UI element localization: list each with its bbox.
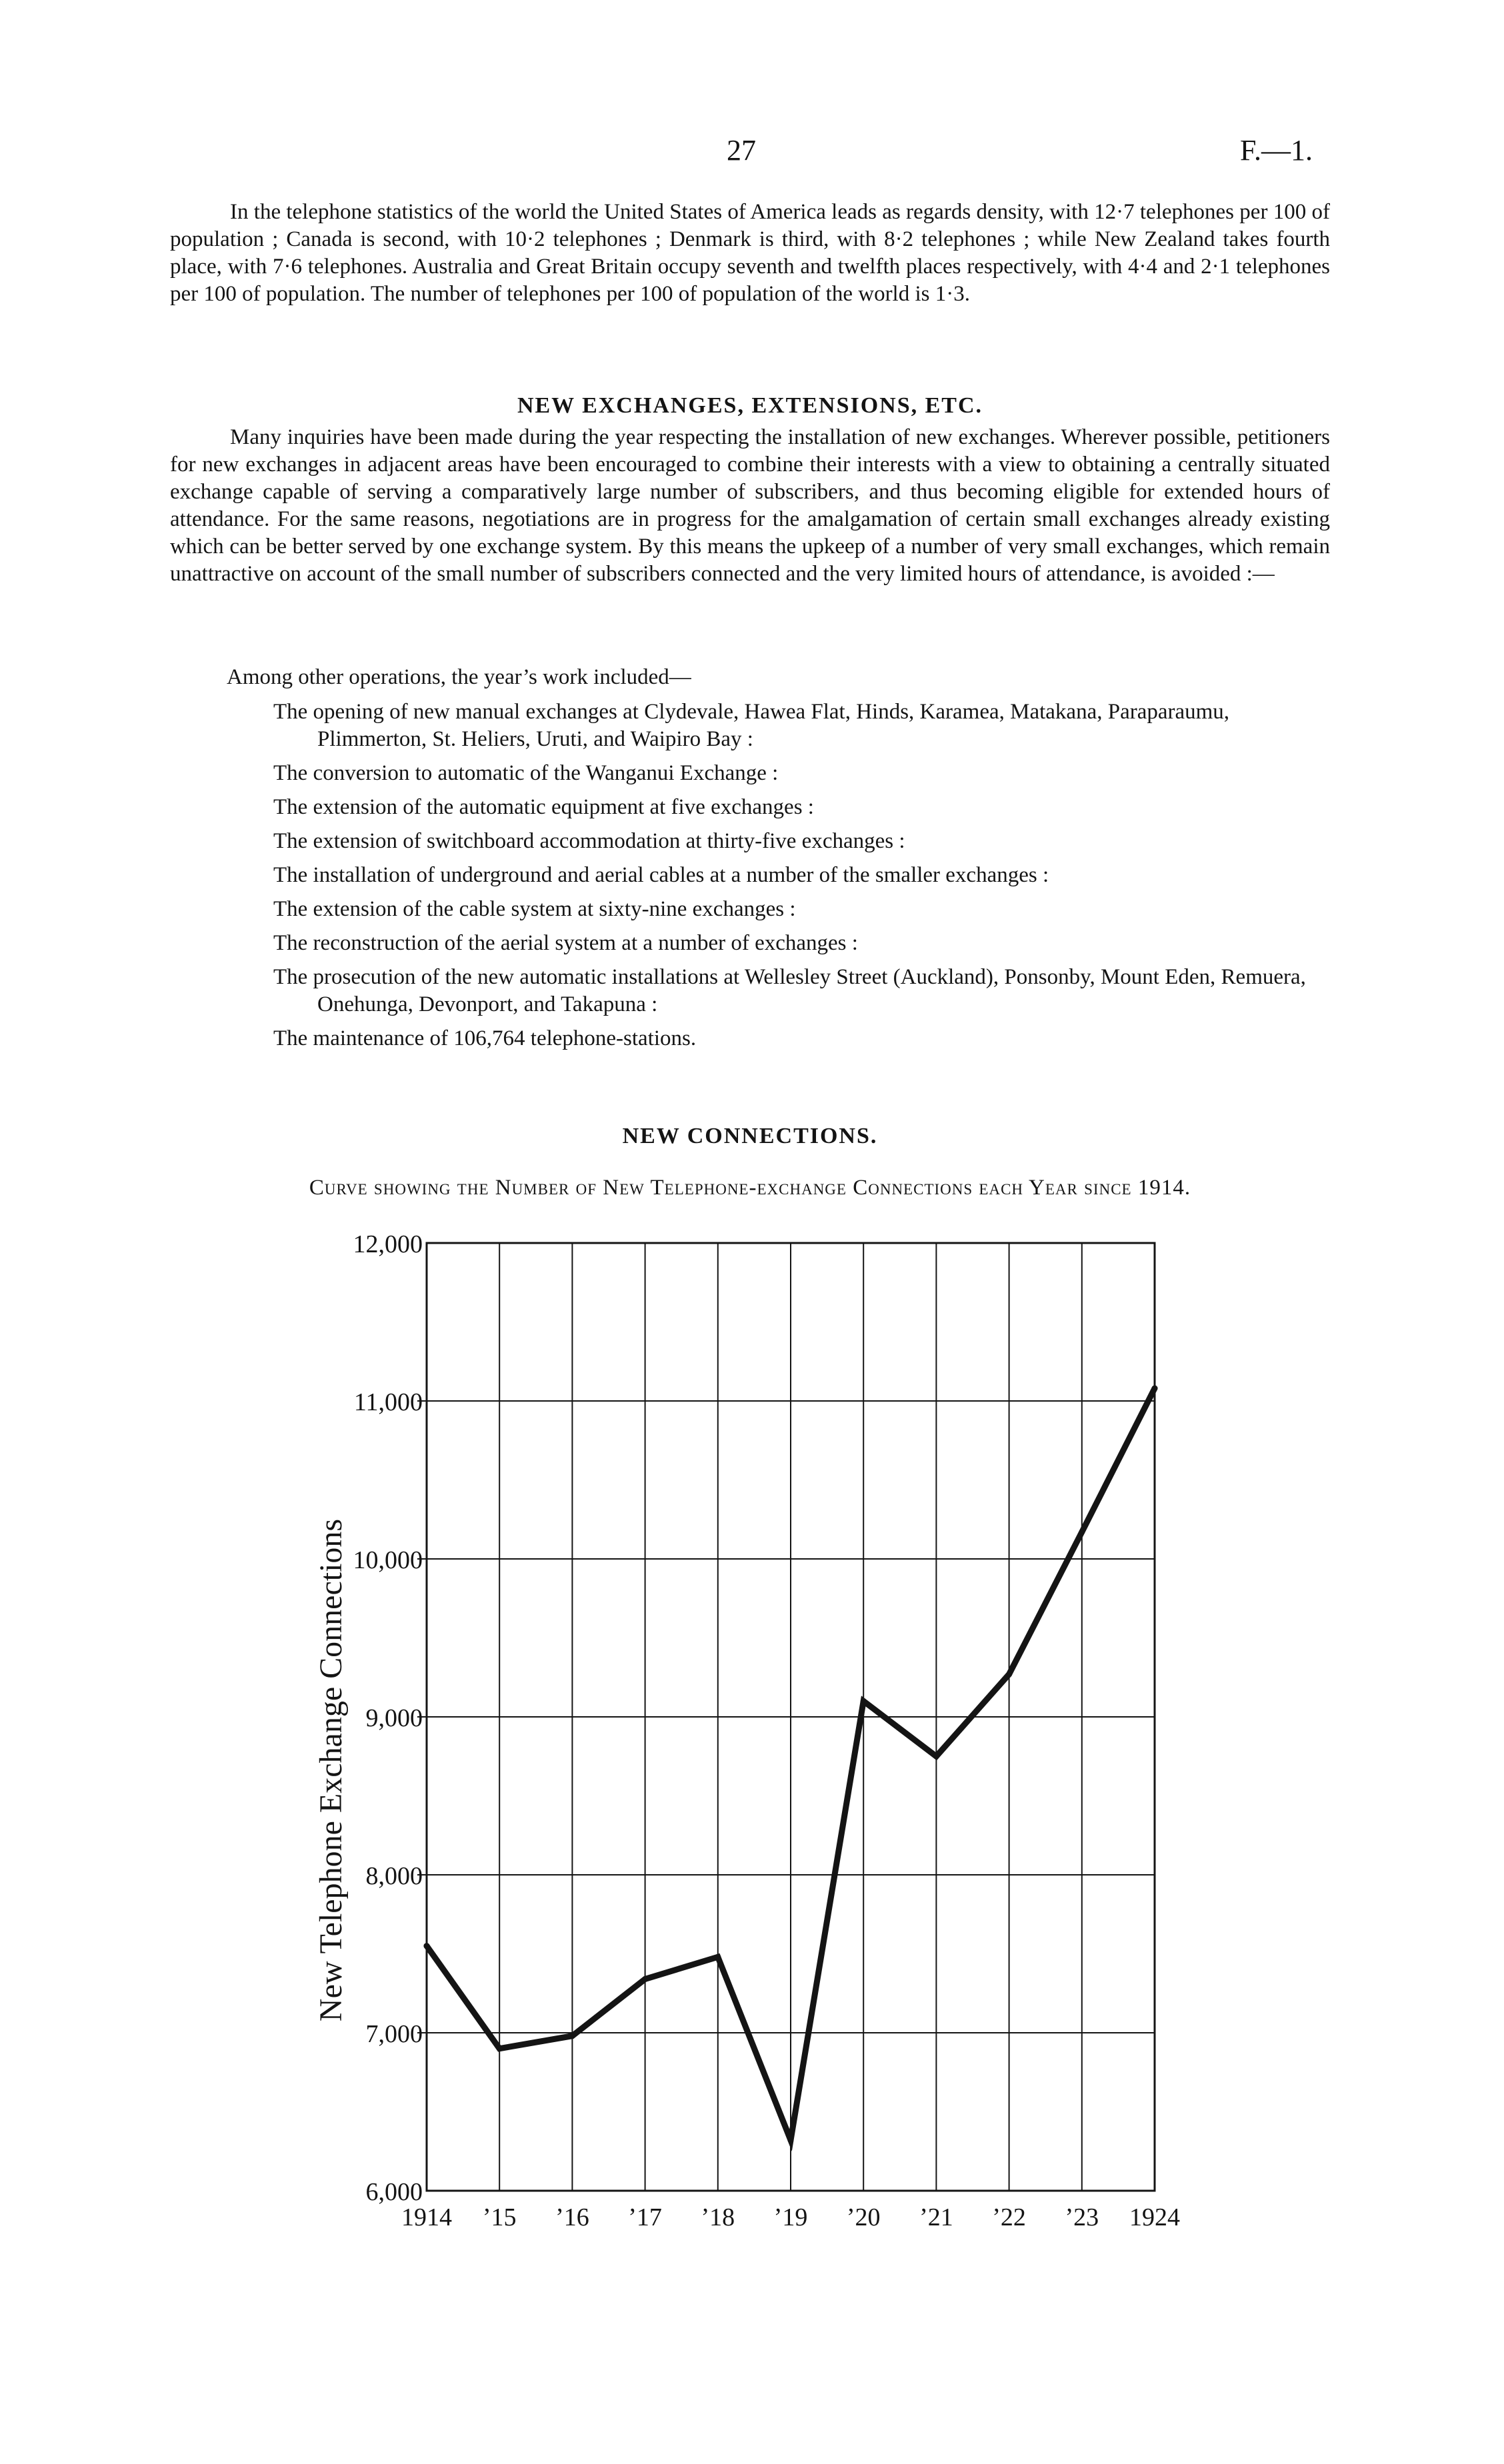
operation-item: The reconstruction of the aerial system at a number of exchanges : [273, 931, 858, 955]
operation-item: The extension of the cable system at sixty-nine exchanges : [273, 897, 796, 921]
y-tick-label: 8,000 [365, 1862, 423, 1890]
y-tick-label: 6,000 [365, 2178, 423, 2206]
operation-item: The extension of the automatic equipment at five exchanges : [273, 795, 814, 819]
operations-intro: Among other operations, the year’s work included— [227, 665, 691, 689]
y-tick-label: 9,000 [365, 1704, 423, 1732]
x-tick-label: ’18 [701, 2203, 735, 2231]
x-tick-label: ’22 [992, 2203, 1026, 2231]
x-tick-label: 1924 [1129, 2203, 1180, 2231]
y-tick-label: 11,000 [353, 1388, 423, 1416]
new-exchanges-heading: NEW EXCHANGES, EXTENSIONS, ETC. [517, 393, 983, 418]
operation-item: The conversion to automatic of the Wanganui Exchange : [273, 761, 779, 785]
operation-item: The maintenance of 106,764 telephone-stations. [273, 1026, 697, 1050]
document-code: F.—1. [1240, 134, 1313, 167]
new-connections-heading: NEW CONNECTIONS. [622, 1124, 878, 1148]
data-point [1152, 1386, 1158, 1392]
data-point [569, 2033, 575, 2039]
statistics-paragraph: In the telephone statistics of the world the United States of America leads as regards density, with 12·7 telephones per 100 of population ; Canada is second, with 10·2 telephones ; Denmark is third, with 8·2 telephones ; while New Zealand takes fourth place, with 7·6 telephones. Australia and Great Britain occupy seventh and twelfth places respectively, with 4·4 and 2·1 telephones per 100 of population. The number of telephones per 100 of population of the world is 1·3. [170, 200, 1330, 306]
y-tick-label: 10,000 [353, 1546, 423, 1574]
x-tick-label: ’17 [628, 2203, 662, 2231]
x-tick-label: 1914 [401, 2203, 452, 2231]
operation-item: The prosecution of the new automatic installations at Wellesley Street (Auckland), Ponsonby, Mount Eden, Remuera, Onehunga, Devonport, and Takapuna : [273, 965, 1306, 1016]
x-tick-label: ’20 [846, 2203, 881, 2231]
y-axis-label: New Telephone Exchange Connections [313, 1518, 349, 2022]
x-tick-label: ’15 [482, 2203, 517, 2231]
data-point [933, 1754, 939, 1760]
operation-item: The opening of new manual exchanges at Clydevale, Hawea Flat, Hinds, Karamea, Matakana, Paraparaumu, Plimmerton, St. Heliers, Uruti, and Waipiro Bay : [273, 700, 1230, 751]
chart-caption: Curve showing the Number of New Telephone-exchange Connections each Year since 1914. [309, 1176, 1191, 1200]
data-point [715, 1954, 721, 1960]
y-tick-label: 7,000 [365, 2020, 423, 2048]
x-tick-label: ’19 [773, 2203, 808, 2231]
data-point [1006, 1672, 1012, 1678]
operation-item: The installation of underground and aerial cables at a number of the smaller exchanges : [273, 863, 1049, 887]
data-point [861, 1698, 867, 1704]
page-number: 27 [727, 134, 756, 167]
data-point [642, 1976, 648, 1982]
inquiries-paragraph: Many inquiries have been made during the year respecting the installation of new exchanges. Wherever possible, petitioners for new exchanges in adjacent areas have been encouraged to combine their interests with a view to obtaining a centrally situated exchange capable of serving a comparatively large number of subscribers, and thus becoming eligible for extended hours of attendance. For the same reasons, negotiations are in progress for the amalgamation of certain small exchanges already existing which can be better served by one exchange system. By this means the upkeep of a number of very small exchanges, which remain unattractive on account of the small number of subscribers connected and the very limited hours of attendance, is avoided :— [170, 425, 1330, 586]
operation-item: The extension of switchboard accommodation at thirty-five exchanges : [273, 829, 905, 853]
y-tick-label: 12,000 [353, 1230, 423, 1258]
x-tick-label: ’23 [1065, 2203, 1099, 2231]
data-point [424, 1943, 430, 1949]
data-point [1079, 1529, 1085, 1535]
data-point [497, 2045, 503, 2051]
data-point [788, 2137, 794, 2143]
x-tick-label: ’21 [919, 2203, 953, 2231]
x-tick-label: ’16 [555, 2203, 589, 2231]
